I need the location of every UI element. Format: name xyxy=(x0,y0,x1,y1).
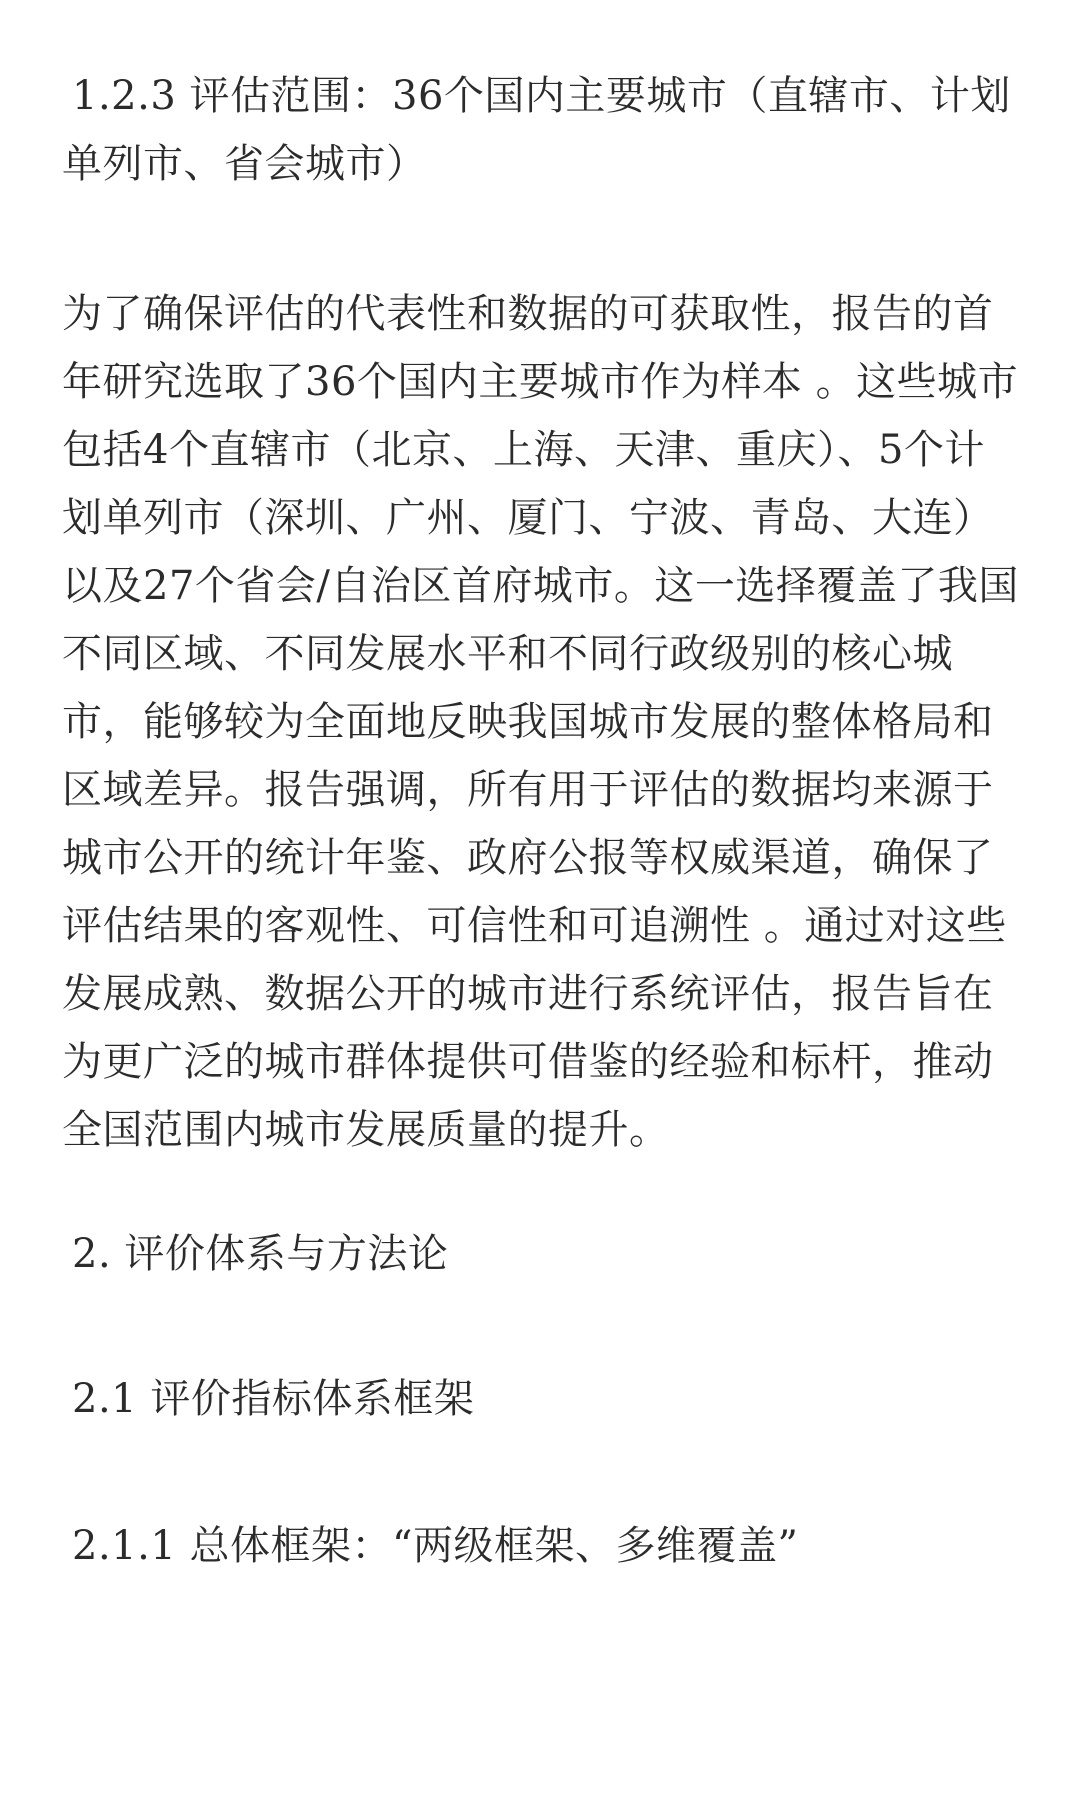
paragraph-line: 发展成熟、数据公开的城市进行系统评估，报告旨在 xyxy=(62,971,994,1017)
paragraph-line: 评估结果的客观性、可信性和可追溯性 。通过对这些 xyxy=(62,903,1007,949)
paragraph-line: 不同区域、不同发展水平和不同行政级别的核心城 xyxy=(62,631,953,677)
heading-text: 2.1.1 总体框架：“两级框架、多维覆盖” xyxy=(72,1523,799,1569)
heading-line: 1.2.3 评估范围：36个国内主要城市（直辖市、计划 xyxy=(72,73,1011,119)
section-heading-2-1-1 xyxy=(62,1512,798,1580)
section-heading-2-1 xyxy=(62,1365,474,1433)
heading-text: 2. 评价体系与方法论 xyxy=(72,1231,449,1277)
heading-line: 单列市、省会城市） xyxy=(62,141,427,187)
paragraph-line: 以及27个省会/自治区首府城市。这一选择覆盖了我国 xyxy=(62,563,1019,609)
paragraph-line: 全国范围内城市发展质量的提升。 xyxy=(62,1107,670,1153)
heading-text: 2.1 评价指标体系框架 xyxy=(72,1376,475,1422)
paragraph-line: 城市公开的统计年鉴、政府公报等权威渠道，确保了 xyxy=(62,835,994,881)
paragraph-line: 为了确保评估的代表性和数据的可获取性，报告的首 xyxy=(62,291,994,337)
paragraph-line: 划单列市（深圳、广州、厦门、宁波、青岛、大连） xyxy=(62,495,994,541)
paragraph-line: 年研究选取了36个国内主要城市作为样本 。这些城市 xyxy=(62,359,1019,405)
body-paragraph xyxy=(62,280,1019,1164)
paragraph-line: 区域差异。报告强调，所有用于评估的数据均来源于 xyxy=(62,767,994,813)
section-heading-1-2-3 xyxy=(62,62,1011,198)
paragraph-line: 市，能够较为全面地反映我国城市发展的整体格局和 xyxy=(62,699,994,745)
paragraph-line: 为更广泛的城市群体提供可借鉴的经验和标杆，推动 xyxy=(62,1039,994,1085)
paragraph-line: 包括4个直辖市（北京、上海、天津、重庆）、5个计 xyxy=(62,427,985,473)
section-heading-2 xyxy=(62,1220,448,1288)
